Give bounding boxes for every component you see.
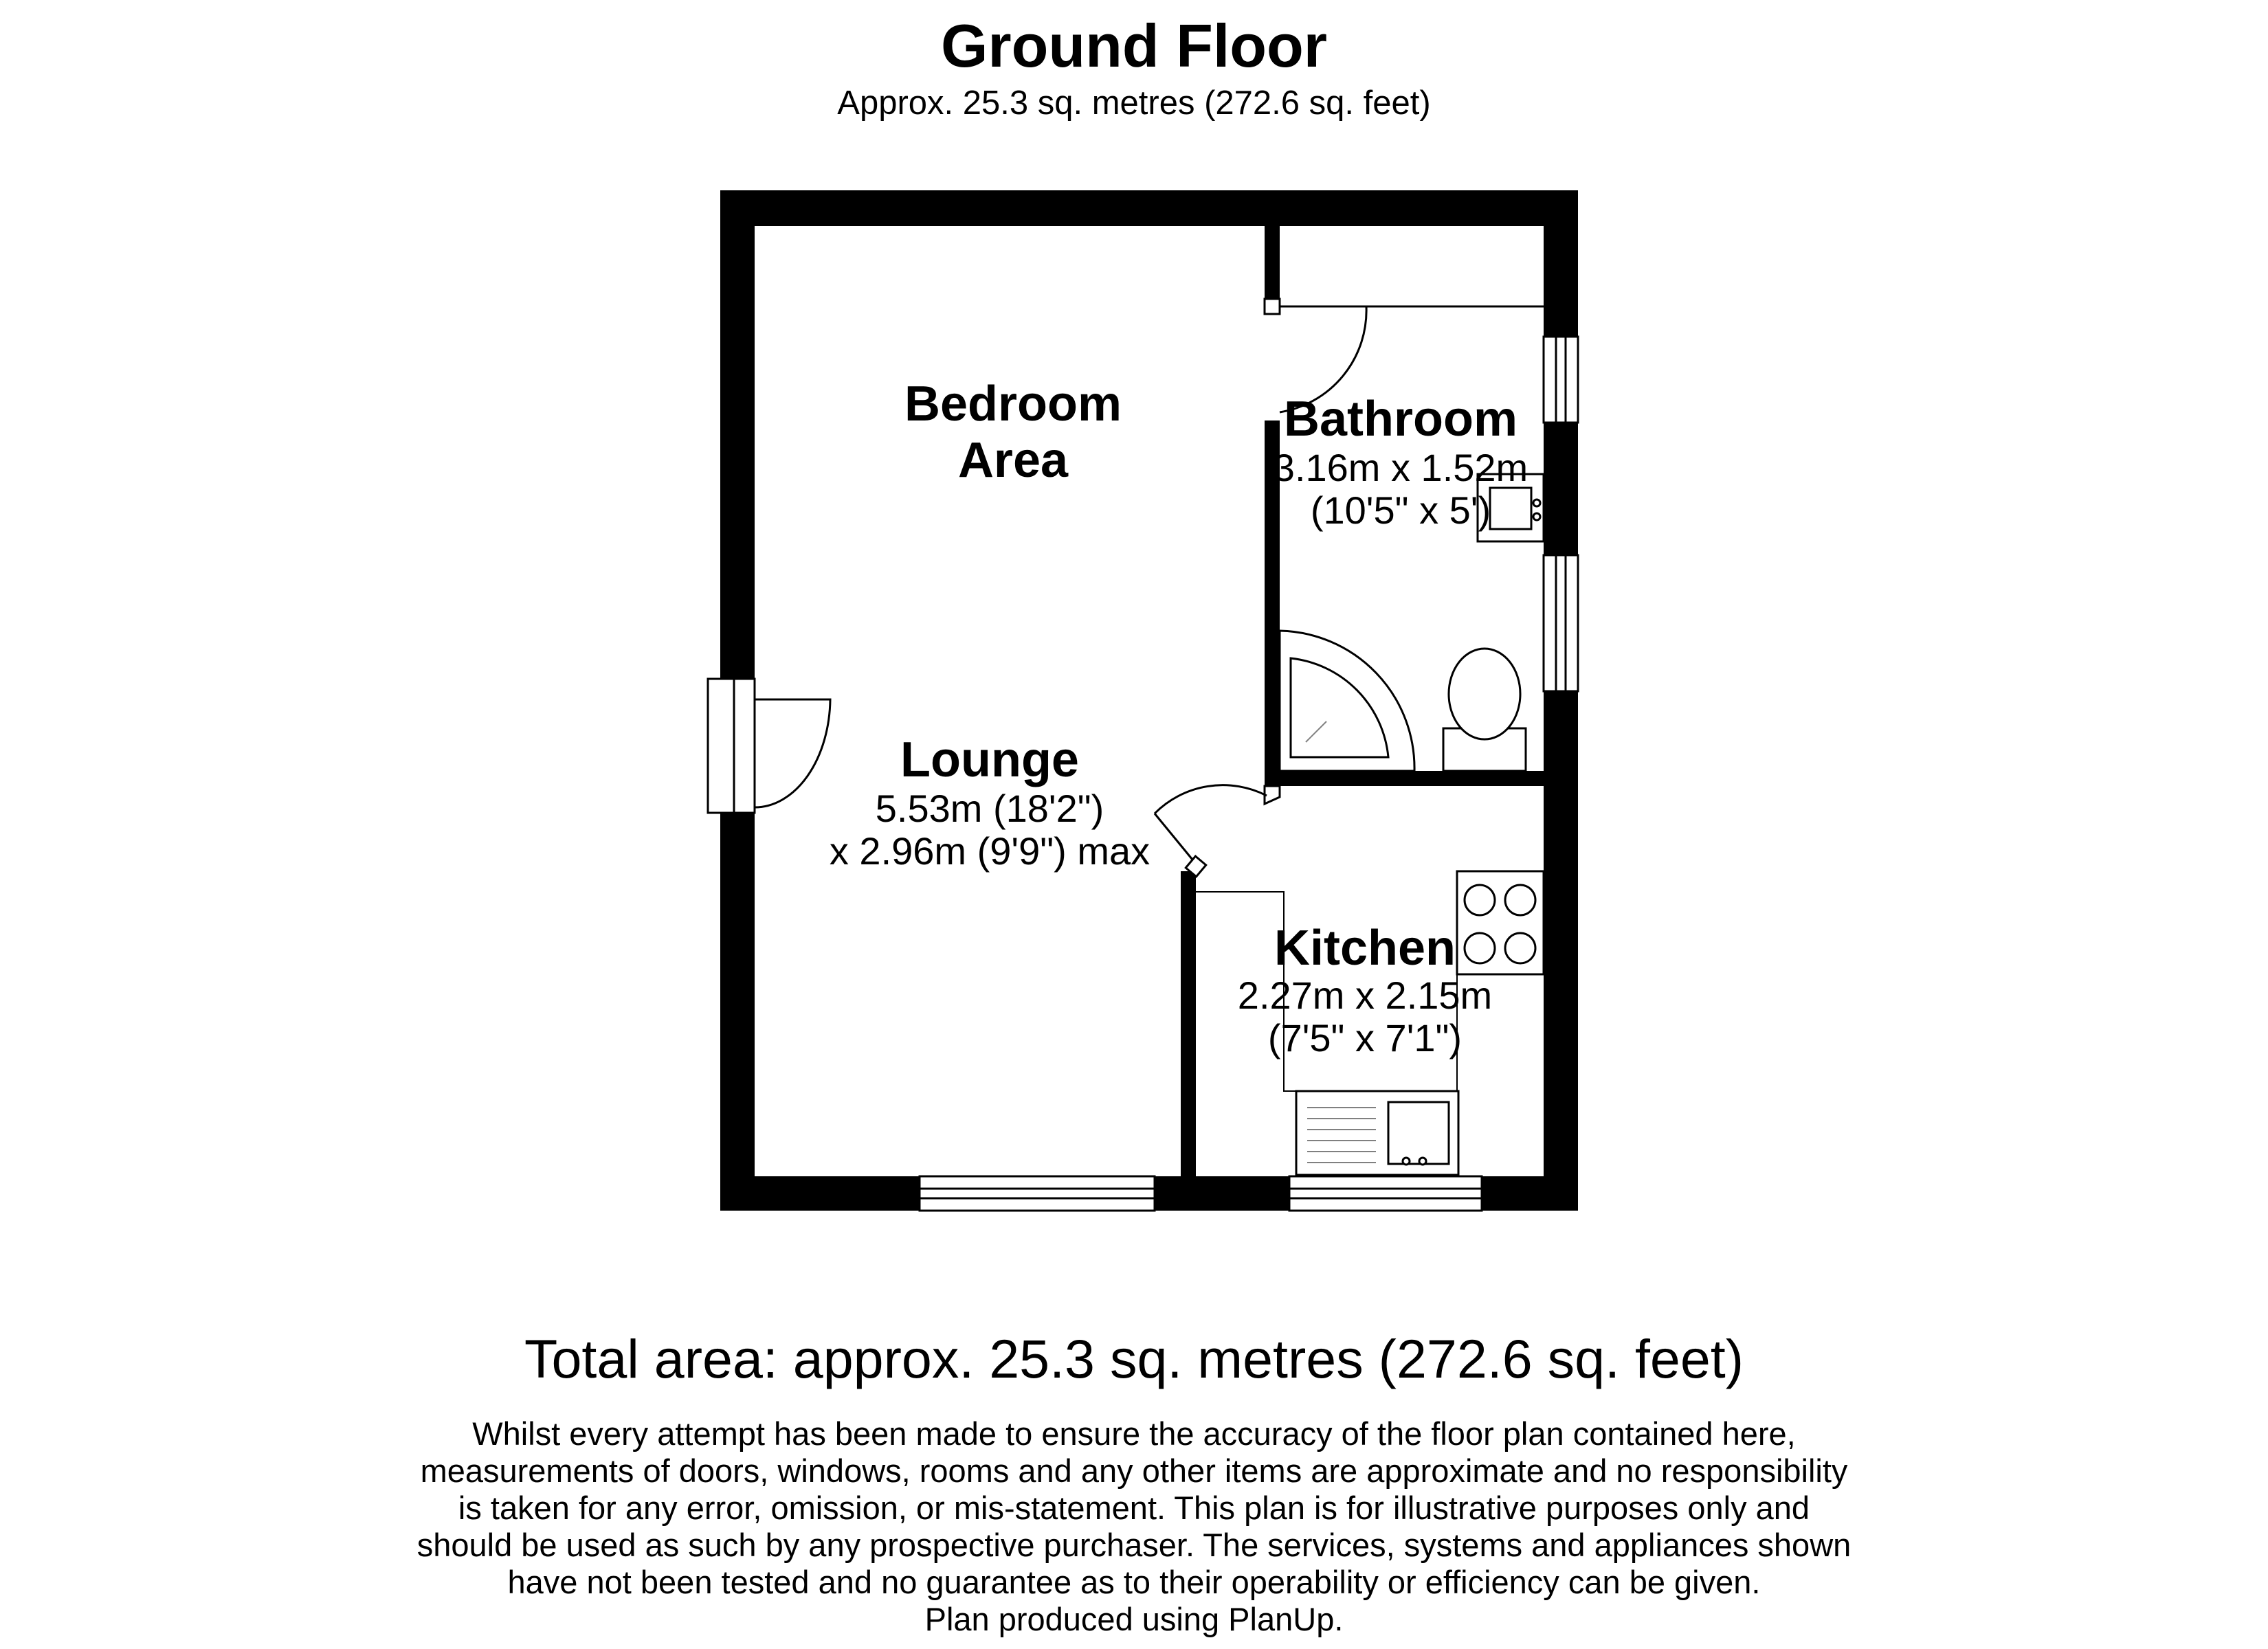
disclaimer-line: Plan produced using PlanUp. — [924, 1601, 1344, 1637]
lounge-label: Lounge — [900, 732, 1079, 787]
disclaimer-line: is taken for any error, omission, or mis-statement. This plan is for illustrative purposes only and — [458, 1490, 1810, 1526]
bathroom-dim-imperial: (10'5" x 5') — [1310, 489, 1491, 532]
window-bottom-kitchen — [1289, 1176, 1482, 1211]
wall-top — [720, 190, 1578, 226]
disclaimer-line: measurements of doors, windows, rooms and any other items are approximate and no responsibility — [420, 1452, 1848, 1489]
bathroom-label: Bathroom — [1284, 392, 1517, 447]
lounge-dim-line1: 5.53m (18'2") — [875, 787, 1104, 830]
disclaimer-line: have not been tested and no guarantee as to their operability or efficiency can be given. — [507, 1564, 1761, 1600]
sink-drainer-icon — [1296, 1091, 1458, 1175]
bedroom-label-line2: Area — [957, 433, 1069, 488]
wall-kitchen-left — [1181, 871, 1196, 1178]
kitchen-door — [1155, 785, 1280, 877]
kitchen-dim-metric: 2.27m x 2.15m — [1237, 974, 1493, 1017]
disclaimer-line: Whilst every attempt has been made to ensure the accuracy of the floor plan contained here, — [472, 1415, 1796, 1452]
kitchen-label: Kitchen — [1274, 921, 1456, 976]
room-labels — [830, 377, 1528, 1059]
floor-area-subtitle: Approx. 25.3 sq. metres (272.6 sq. feet) — [837, 85, 1431, 122]
bedroom-label-line1: Bedroom — [904, 377, 1122, 431]
hob-icon — [1457, 871, 1544, 974]
wall-bath-top-stub — [1265, 223, 1280, 299]
wall-bath-bottom — [1265, 771, 1544, 786]
window-bathroom-lower — [1544, 555, 1578, 691]
entrance-door — [708, 679, 830, 813]
shower-tray-icon — [1280, 631, 1414, 771]
total-area: Total area: approx. 25.3 sq. metres (272.6 sq. feet) — [524, 1328, 1744, 1389]
window-bathroom-upper — [1544, 337, 1578, 423]
floor-title: Ground Floor — [940, 12, 1328, 80]
toilet-icon — [1443, 649, 1526, 771]
lounge-dim-line2: x 2.96m (9'9") max — [829, 829, 1150, 873]
disclaimer-line: should be used as such by any prospective purchaser. The services, systems and appliances shown — [416, 1527, 1852, 1563]
disclaimer — [0, 1415, 2268, 1638]
bathroom-dim-metric: 3.16m x 1.52m — [1273, 446, 1528, 489]
kitchen-dim-imperial: (7'5" x 7'1") — [1267, 1016, 1463, 1059]
window-bottom-lounge — [920, 1176, 1155, 1211]
